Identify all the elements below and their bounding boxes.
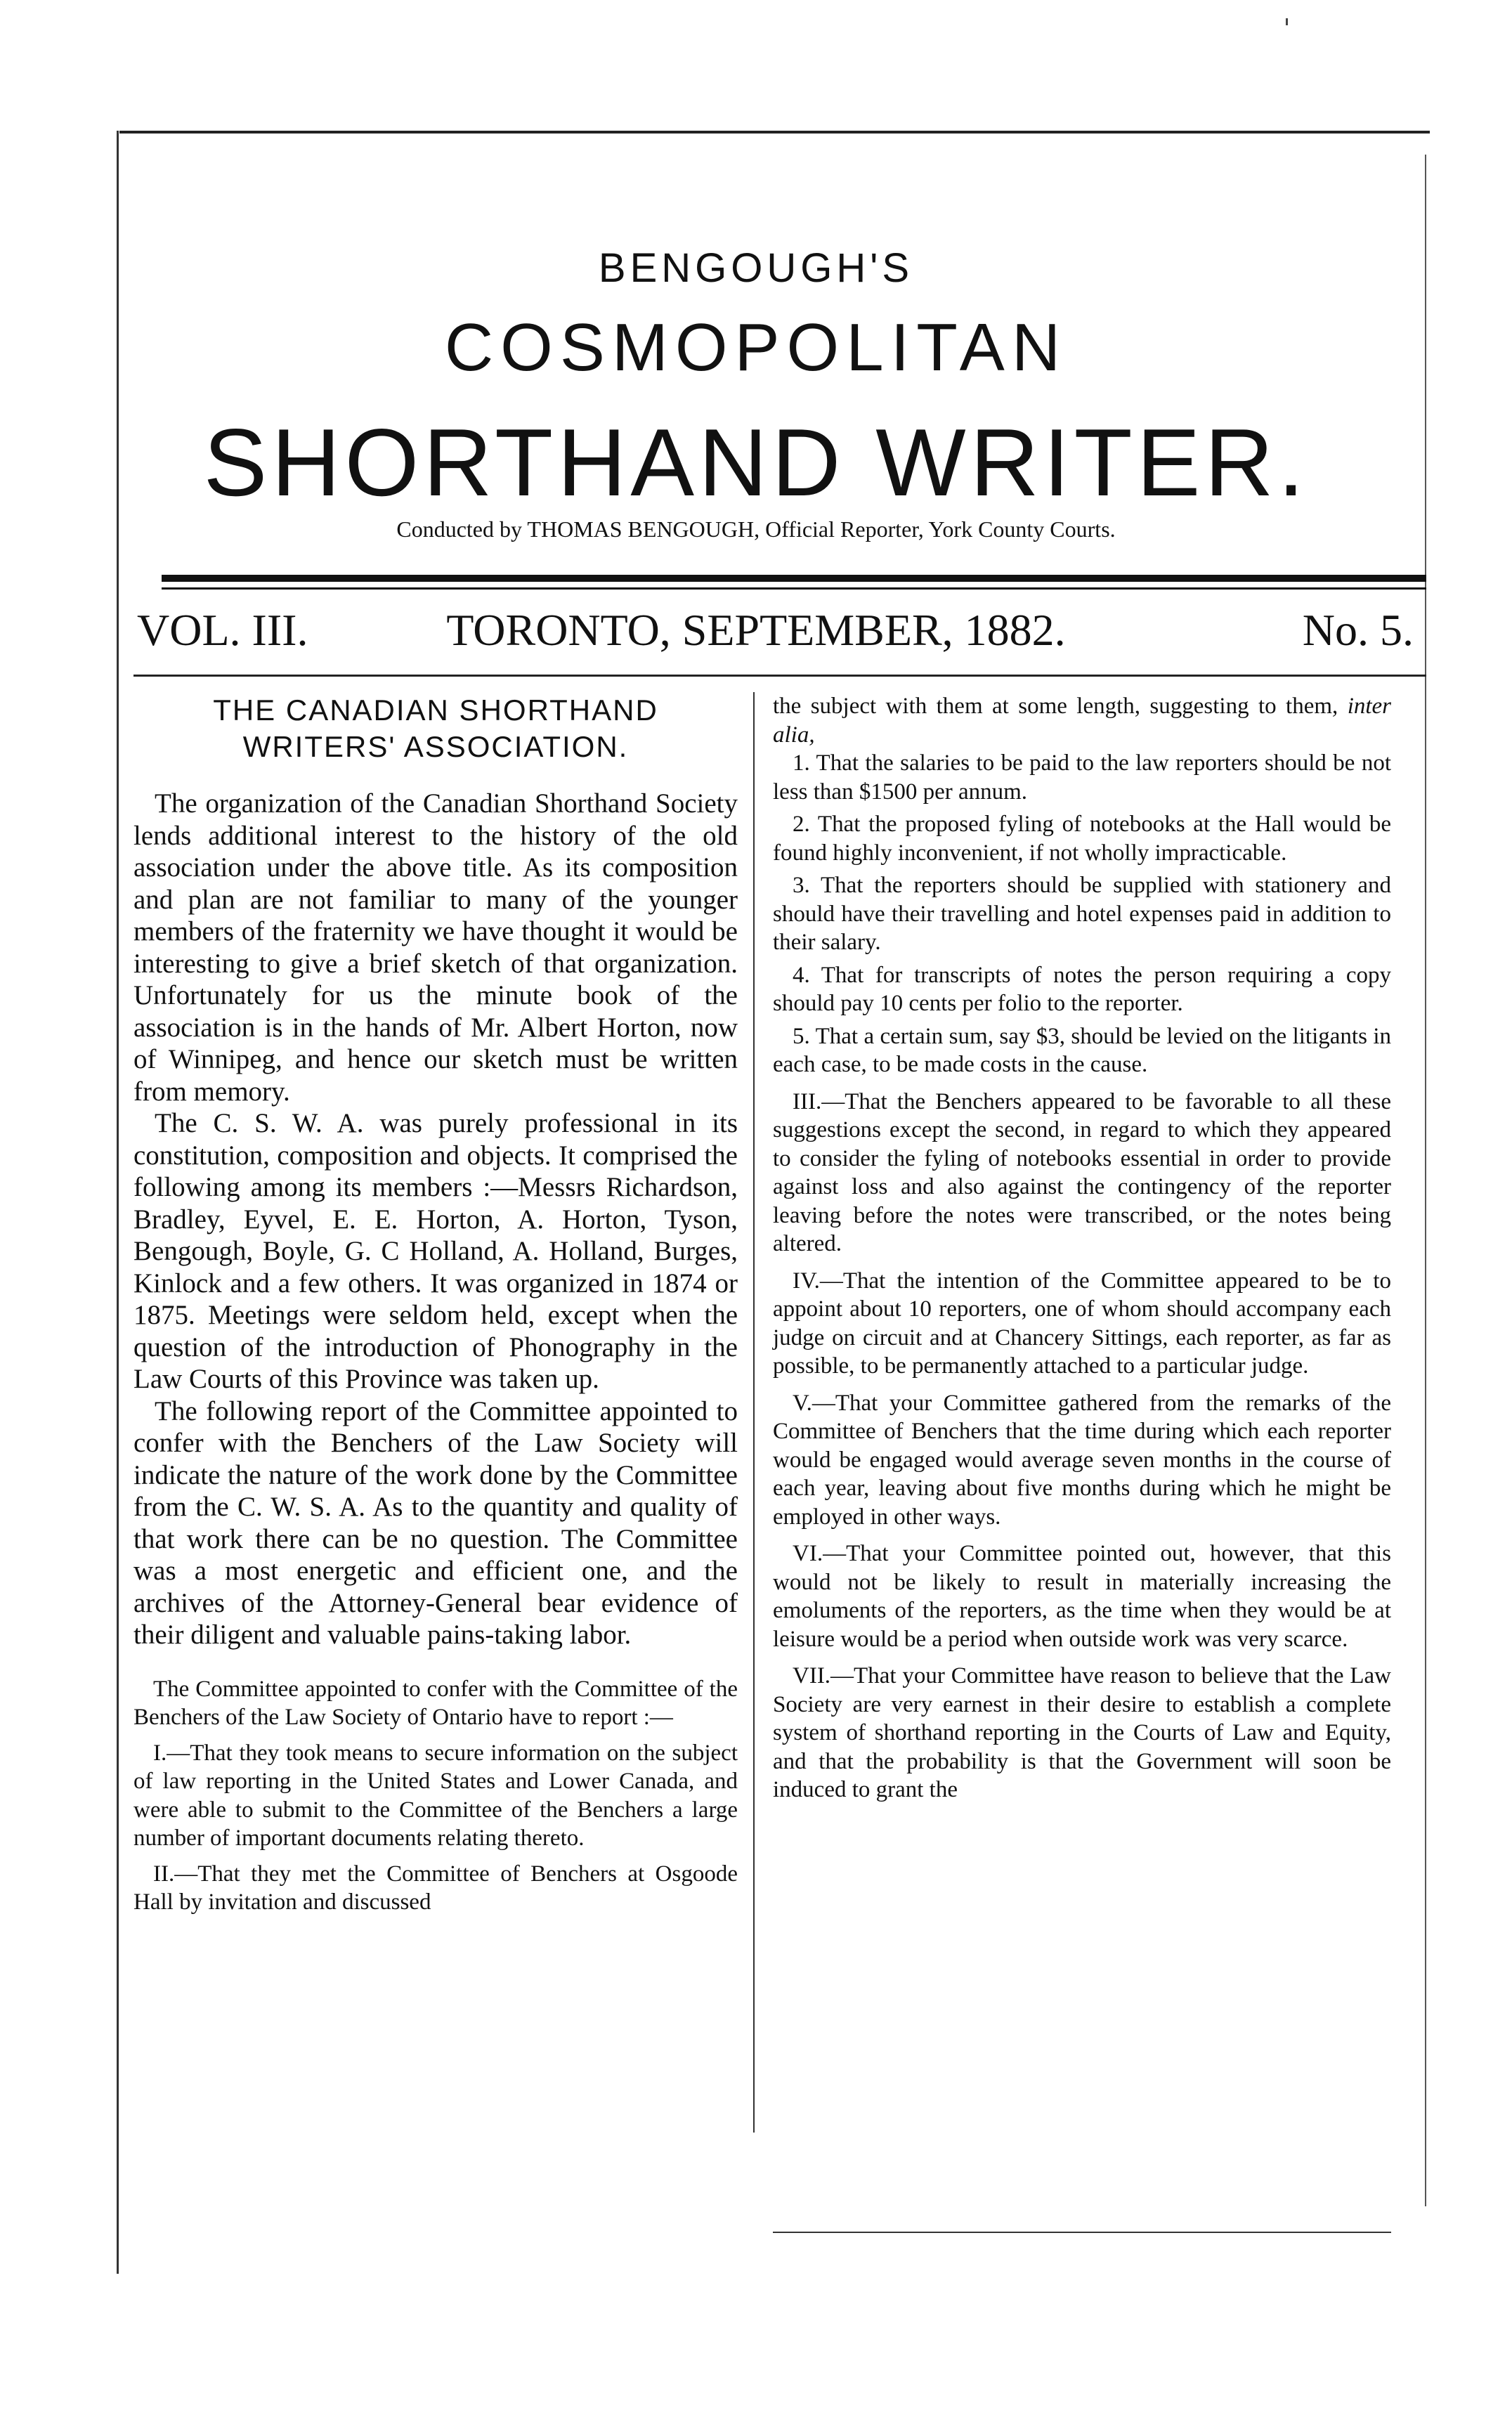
masthead-title-line2: COSMOPOLITAN <box>444 310 1068 385</box>
issue-number: No. 5. <box>1302 605 1414 655</box>
report-item: II.—That they met the Committee of Benchers at Osgoode Hall by invitation and discussed <box>133 1861 738 1915</box>
article-heading-line1: THE CANADIAN SHORTHAND <box>213 694 658 727</box>
left-column <box>133 692 738 1924</box>
numbered-suggestion: 2. That the proposed fyling of notebooks at the Hall would be found highly inconvenient, if not wholly impracticable. <box>773 812 1391 866</box>
report-item: III.—That the Benchers appeared to be favorable to all these suggestions except the second, in regard to which they appeared to consider the fyling of notebooks essential in order to provide against loss and also against the contingency of the reporter leaving before the notes were transcribed, or the notes being altered. <box>773 1088 1391 1256</box>
report-item: IV.—That the intention of the Committee appeared to be to appoint about 10 reporters, one of whom should accompany each judge on circuit and at Chancery Sittings, each reporter, as far as possible, to be permanently attached to a particular judge. <box>773 1268 1391 1379</box>
right-column <box>773 692 1391 1807</box>
article-heading <box>133 692 738 765</box>
issue-date: TORONTO, SEPTEMBER, 1882. <box>446 605 1066 655</box>
volume-label: VOL. III. <box>137 605 308 655</box>
numbered-suggestion: 1. That the salaries to be paid to the law reporters should be not less than $1500 per annum. <box>773 750 1391 805</box>
committee-report-start <box>133 1675 738 1917</box>
article-paragraph: The C. S. W. A. was purely professional in its constitution, composition and objects. It comprised the following among its members :—Messrs Richardson, Bradley, Eyvel, E. E. Horton, A. Horton, Tyson, Bengough, Boyle, G. C Holland, A. Holland, Burges, Kinlock and a few others. It was organized in 1874 or 1875. Meetings were seldom held, except when the question of the introduction of Phonography in the Law Courts of this Province was taken up. <box>133 1108 738 1394</box>
report-intro: The Committee appointed to confer with the Committee of the Benchers of the Law Society of Ontario have to report :— <box>133 1676 738 1730</box>
masthead-title-line1: BENGOUGH'S <box>598 245 914 291</box>
masthead-conducted-by: Conducted by THOMAS BENGOUGH, Official Reporter, York County Courts. <box>396 516 1116 542</box>
report-item: VI.—That your Committee pointed out, however, that this would not be likely to result in materially increasing the emoluments of the reporters, as the time when they would be at leisure would be a period when outside work was very scarce. <box>773 1541 1391 1652</box>
report-item: VII.—That your Committee have reason to believe that the Law Society are very earnest in their desire to establish a complete system of shorthand reporting in the Courts of Law and Equity, and that the probability is that the Government will soon be induced to grant the <box>773 1663 1391 1802</box>
masthead-rule-thick <box>162 575 1426 582</box>
article-heading-line2: WRITERS' ASSOCIATION. <box>242 730 629 763</box>
masthead-title-line3: SHORTHAND WRITER. <box>203 409 1309 516</box>
page-border-top <box>119 131 1430 134</box>
numbered-suggestion: 4. That for transcripts of notes the person requiring a copy should pay 10 cents per folio to the reporter. <box>773 962 1391 1016</box>
masthead-rule-bottom <box>133 675 1426 677</box>
column-bottom-rule <box>773 2232 1391 2233</box>
report-item: V.—That your Committee gathered from the remarks of the Committee of Benchers that the time during which each reporter would be engaged would average seven months in the course of each year, leaving about five months during which he might be employed in other ways. <box>773 1390 1391 1530</box>
numbered-suggestion: 3. That the reporters should be supplied with stationery and should have their travelling and hotel expenses paid in addition to their salary. <box>773 873 1391 955</box>
report-item: I.—That they took means to secure information on the subject of law reporting in the United States and Lower Canada, and were able to submit to the Committee of the Benchers a large number of important documents relating thereto. <box>133 1740 738 1851</box>
report-continuation-text: the subject with them at some length, suggesting to them, <box>773 694 1338 719</box>
ink-speck <box>1286 18 1288 25</box>
report-continuation <box>773 692 1391 749</box>
masthead-rule-thin <box>162 587 1426 590</box>
column-divider <box>753 692 755 2133</box>
numbered-suggestion: 5. That a certain sum, say $3, should be levied on the litigants in each case, to be made costs in the cause. <box>773 1023 1391 1077</box>
article-paragraph: The following report of the Committee appointed to confer with the Benchers of the Law Society will indicate the nature of the work done by the Committee from the C. W. S. A. As to the quantity and quality of that work there can be no question. The Committee was a most energetic and efficient one, and the archives of the Attorney-General bear evidence of their diligent and valuable pains-taking labor. <box>133 1395 738 1650</box>
report-continuation-italic: inter alia, <box>773 694 1392 748</box>
article-paragraph: The organization of the Canadian Shorthand Society lends additional interest to the history of the old association under the above title. As its composition and plan are not familiar to many of the younger members of the fraternity we have thought it would be interesting to give a brief sketch of that organization. Unfortunately for us the minute book of the association is in the hands of Mr. Albert Horton, now of Winnipeg, and hence our sketch must be written from memory. <box>133 788 738 1107</box>
